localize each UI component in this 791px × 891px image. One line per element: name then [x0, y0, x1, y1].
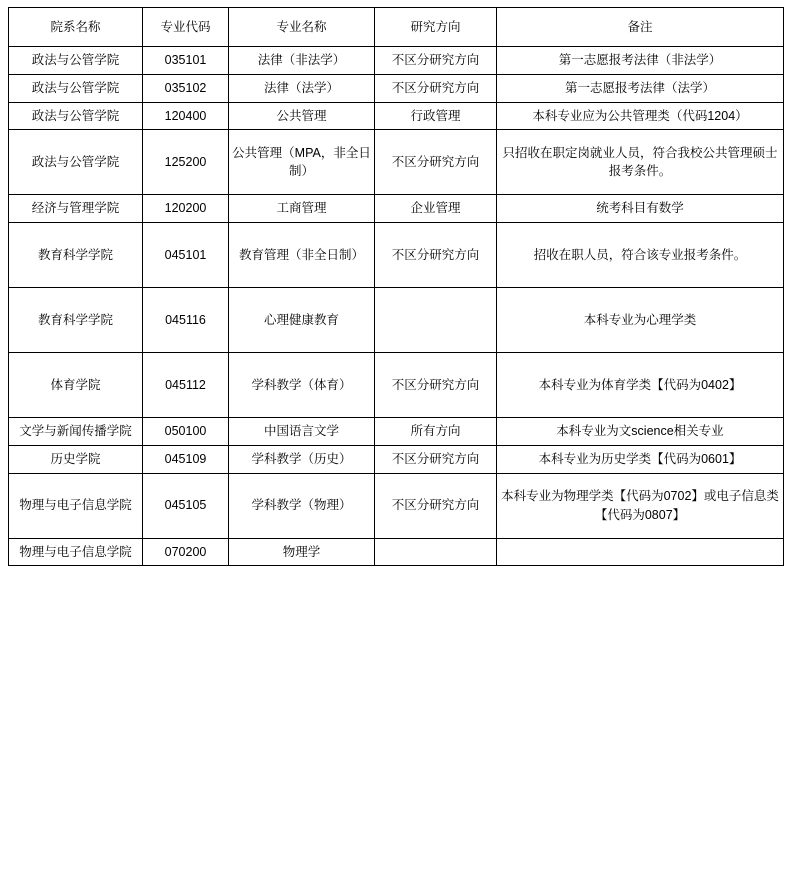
- cell-name: 中国语言文学: [229, 418, 375, 446]
- cell-dept: 体育学院: [9, 353, 143, 418]
- column-header-remark: 备注: [497, 8, 784, 47]
- cell-remark: 招收在职人员，符合该专业报考条件。: [497, 223, 784, 288]
- cell-dept: 政法与公管学院: [9, 74, 143, 102]
- table-row: [9, 473, 784, 538]
- cell-name: 公共管理: [229, 102, 375, 130]
- table-row: [9, 74, 784, 102]
- cell-code: 045101: [143, 223, 229, 288]
- cell-name: 法律（非法学）: [229, 47, 375, 75]
- column-header-name: 专业名称: [229, 8, 375, 47]
- cell-code: 035102: [143, 74, 229, 102]
- cell-remark: 本科专业为体育学类【代码为0402】: [497, 353, 784, 418]
- cell-direction: [375, 288, 497, 353]
- cell-remark: [497, 538, 784, 566]
- cell-direction: 不区分研究方向: [375, 445, 497, 473]
- cell-direction: 所有方向: [375, 418, 497, 446]
- column-header-dept: 院系名称: [9, 8, 143, 47]
- cell-name: 学科教学（历史）: [229, 445, 375, 473]
- cell-code: 050100: [143, 418, 229, 446]
- table-row: [9, 102, 784, 130]
- table-header: [9, 8, 784, 47]
- cell-dept: 教育科学学院: [9, 223, 143, 288]
- cell-code: 120200: [143, 195, 229, 223]
- cell-dept: 政法与公管学院: [9, 102, 143, 130]
- cell-dept: 物理与电子信息学院: [9, 473, 143, 538]
- cell-direction: 不区分研究方向: [375, 47, 497, 75]
- cell-remark: 本科专业为文science相关专业: [497, 418, 784, 446]
- cell-name: 公共管理（MPA，非全日制）: [229, 130, 375, 195]
- table-row: [9, 418, 784, 446]
- cell-code: 125200: [143, 130, 229, 195]
- cell-code: 045116: [143, 288, 229, 353]
- table-row: [9, 223, 784, 288]
- table-body: [9, 47, 784, 566]
- cell-dept: 政法与公管学院: [9, 130, 143, 195]
- table-row: [9, 47, 784, 75]
- cell-name: 教育管理（非全日制）: [229, 223, 375, 288]
- cell-direction: 不区分研究方向: [375, 74, 497, 102]
- cell-remark: 本科专业应为公共管理类（代码1204）: [497, 102, 784, 130]
- cell-name: 学科教学（物理）: [229, 473, 375, 538]
- cell-remark: 统考科目有数学: [497, 195, 784, 223]
- cell-code: 045105: [143, 473, 229, 538]
- cell-dept: 政法与公管学院: [9, 47, 143, 75]
- cell-remark: 本科专业为心理学类: [497, 288, 784, 353]
- cell-name: 物理学: [229, 538, 375, 566]
- cell-code: 045109: [143, 445, 229, 473]
- cell-direction: 不区分研究方向: [375, 223, 497, 288]
- cell-direction: 不区分研究方向: [375, 353, 497, 418]
- cell-name: 工商管理: [229, 195, 375, 223]
- cell-dept: 文学与新闻传播学院: [9, 418, 143, 446]
- cell-dept: 教育科学学院: [9, 288, 143, 353]
- cell-code: 035101: [143, 47, 229, 75]
- cell-name: 法律（法学）: [229, 74, 375, 102]
- cell-remark: 本科专业为物理学类【代码为0702】或电子信息类【代码为0807】: [497, 473, 784, 538]
- cell-code: 045112: [143, 353, 229, 418]
- cell-name: 学科教学（体育）: [229, 353, 375, 418]
- cell-direction: 不区分研究方向: [375, 473, 497, 538]
- cell-name: 心理健康教育: [229, 288, 375, 353]
- cell-dept: 物理与电子信息学院: [9, 538, 143, 566]
- cell-direction: 企业管理: [375, 195, 497, 223]
- cell-remark: 第一志愿报考法律（非法学）: [497, 47, 784, 75]
- table-row: [9, 288, 784, 353]
- table-row: [9, 130, 784, 195]
- cell-remark: 本科专业为历史学类【代码为0601】: [497, 445, 784, 473]
- table-row: [9, 353, 784, 418]
- cell-direction: 不区分研究方向: [375, 130, 497, 195]
- table-header-row: [9, 8, 784, 47]
- cell-code: 120400: [143, 102, 229, 130]
- cell-direction: [375, 538, 497, 566]
- cell-remark: 第一志愿报考法律（法学）: [497, 74, 784, 102]
- major-catalog-table: [8, 7, 784, 566]
- table-row: [9, 538, 784, 566]
- cell-remark: 只招收在职定岗就业人员，符合我校公共管理硕士报考条件。: [497, 130, 784, 195]
- column-header-code: 专业代码: [143, 8, 229, 47]
- cell-dept: 经济与管理学院: [9, 195, 143, 223]
- cell-code: 070200: [143, 538, 229, 566]
- column-header-direction: 研究方向: [375, 8, 497, 47]
- cell-direction: 行政管理: [375, 102, 497, 130]
- table-row: [9, 445, 784, 473]
- cell-dept: 历史学院: [9, 445, 143, 473]
- table-row: [9, 195, 784, 223]
